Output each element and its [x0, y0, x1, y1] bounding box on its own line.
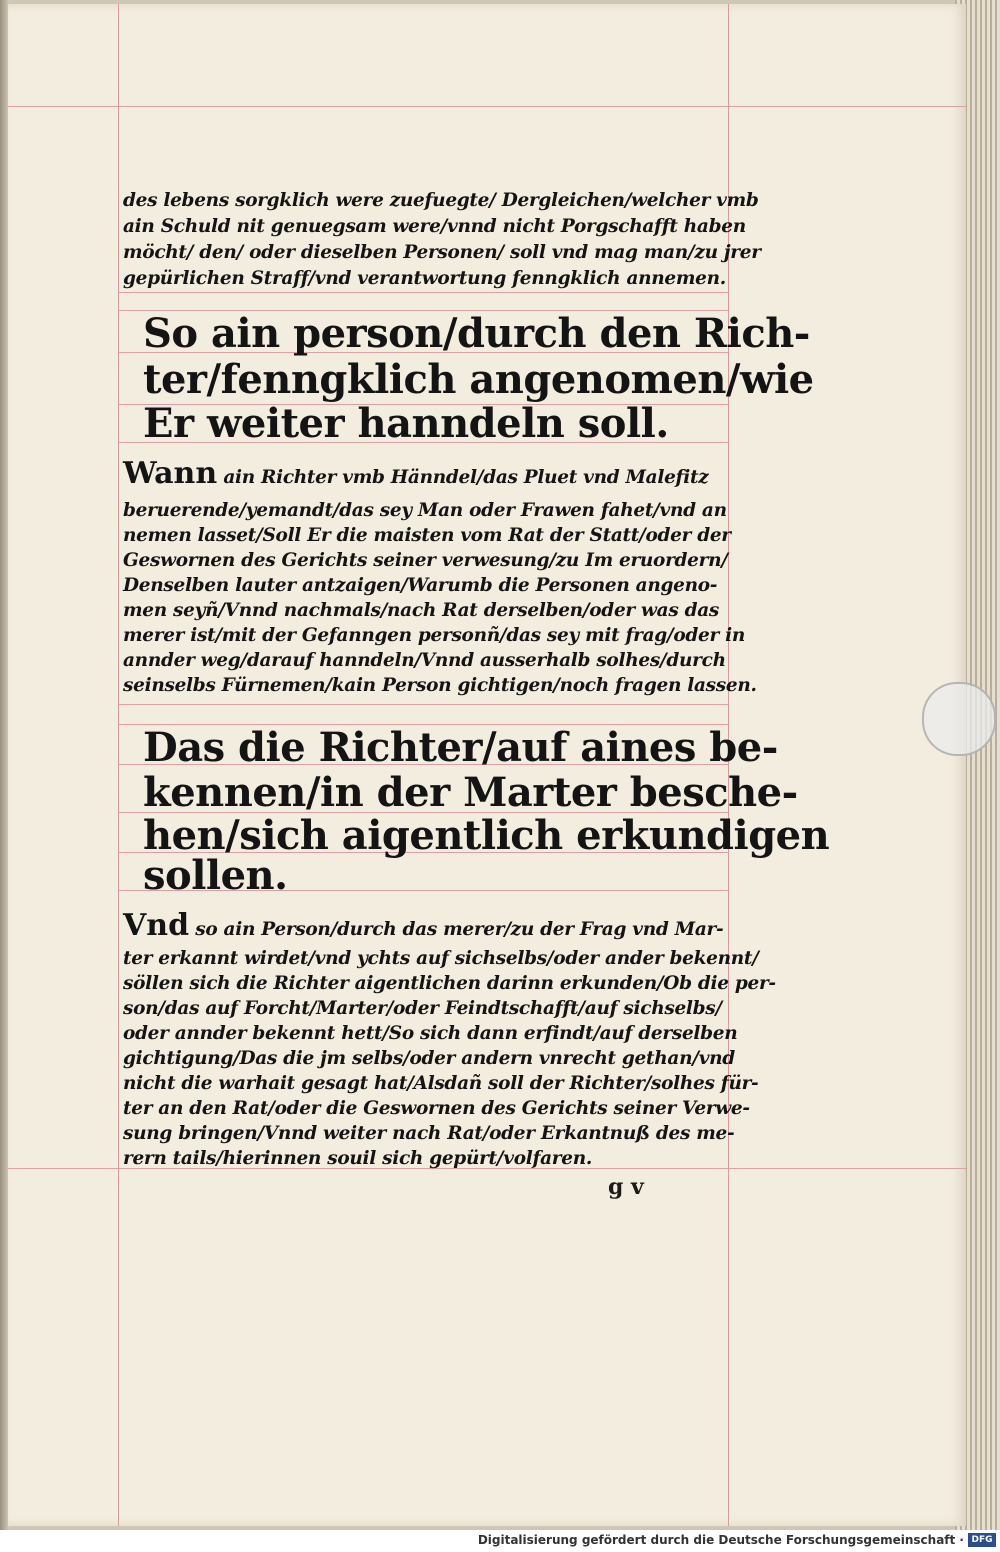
- text-line: ter erkannt wirdet/vnd ychts auf sichselbs/oder ander bekennt/: [123, 948, 759, 969]
- text-line: sung bringen/Vnnd weiter nach Rat/oder Erkantnuß des me-: [123, 1123, 735, 1144]
- signature-mark: g v: [608, 1174, 644, 1200]
- text-line: ter an den Rat/oder die Geswornen des Gerichts seiner Verwe-: [123, 1098, 750, 1119]
- ruling-line-top: [8, 106, 966, 107]
- text-line: oder annder bekennt hett/So sich dann erfindt/auf derselben: [123, 1023, 738, 1044]
- first-line-text: ain Richter vmb Hänndel/das Pluet vnd Malefitz: [223, 467, 709, 488]
- text-line: annder weg/darauf hanndeln/Vnnd ausserhalb solhes/durch: [123, 650, 726, 671]
- text-line: möcht/ den/ oder dieselben Personen/ soll vnd mag man/zu jrer: [123, 242, 761, 263]
- text-line: beruerende/yemandt/das sey Man oder Frawen fahet/vnd an: [123, 500, 727, 521]
- book-page: [8, 4, 966, 1526]
- text-line: Geswornen des Gerichts seiner verwesung/zu Im eruordern/: [123, 550, 728, 571]
- initial-word: Wann: [123, 456, 218, 491]
- heading-line: kennen/in der Marter besche-: [143, 769, 798, 816]
- text-line: Denselben lauter antzaigen/Warumb die Personen angeno-: [123, 575, 718, 596]
- ruling-line: [118, 292, 728, 293]
- first-line-text: so ain Person/durch das merer/zu der Frag vnd Mar-: [195, 919, 724, 940]
- heading-line: ter/fenngklich angenomen/wie: [143, 356, 814, 403]
- text-line: gichtigung/Das die jm selbs/oder andern vnrecht gethan/vnd: [123, 1048, 735, 1069]
- text-line: ain Schuld nit genuegsam were/vnnd nicht Porgschafft haben: [123, 216, 746, 237]
- heading-line: Er weiter hanndeln soll.: [143, 400, 669, 447]
- text-line-first: [123, 456, 708, 491]
- text-line: seinselbs Fürnemen/kain Person gichtigen/noch fragen lassen.: [123, 675, 757, 696]
- text-line: nicht die warhait gesagt hat/Alsdañ soll der Richter/solhes für-: [123, 1073, 759, 1094]
- text-line: des lebens sorgklich were zuefuegte/ Dergleichen/welcher vmb: [123, 190, 759, 211]
- footer-bar: [0, 1530, 1000, 1552]
- text-line: son/das auf Forcht/Marter/oder Feindtschafft/auf sichselbs/: [123, 998, 722, 1019]
- footer-credit: Digitalisierung gefördert durch die Deutsche Forschungsgemeinschaft ·: [477, 1533, 964, 1547]
- text-line: men seyñ/Vnnd nachmals/nach Rat derselben/oder was das: [123, 600, 720, 621]
- ruling-line-left: [118, 4, 119, 1526]
- page-clip: [922, 682, 996, 756]
- text-line: merer ist/mit der Gefanngen personñ/das sey mit frag/oder in: [123, 625, 745, 646]
- text-line: nemen lasset/Soll Er die maisten vom Rat der Statt/oder der: [123, 525, 731, 546]
- text-line-first: [123, 908, 723, 943]
- heading-line: hen/sich aigentlich erkundigen: [143, 812, 830, 859]
- heading-line: Das die Richter/auf aines be-: [143, 724, 778, 771]
- initial-word: Vnd: [123, 908, 190, 943]
- text-line: gepürlichen Straff/vnd verantwortung fenngklich annemen.: [123, 268, 726, 289]
- dfg-logo: DFG: [968, 1533, 996, 1547]
- text-line: rern tails/hierinnen souil sich gepürt/volfaren.: [123, 1148, 593, 1169]
- heading-line: So ain person/durch den Rich-: [143, 310, 810, 357]
- heading-line: sollen.: [143, 852, 288, 899]
- ruling-line: [118, 704, 728, 705]
- text-line: söllen sich die Richter aigentlichen darinn erkunden/Ob die per-: [123, 973, 776, 994]
